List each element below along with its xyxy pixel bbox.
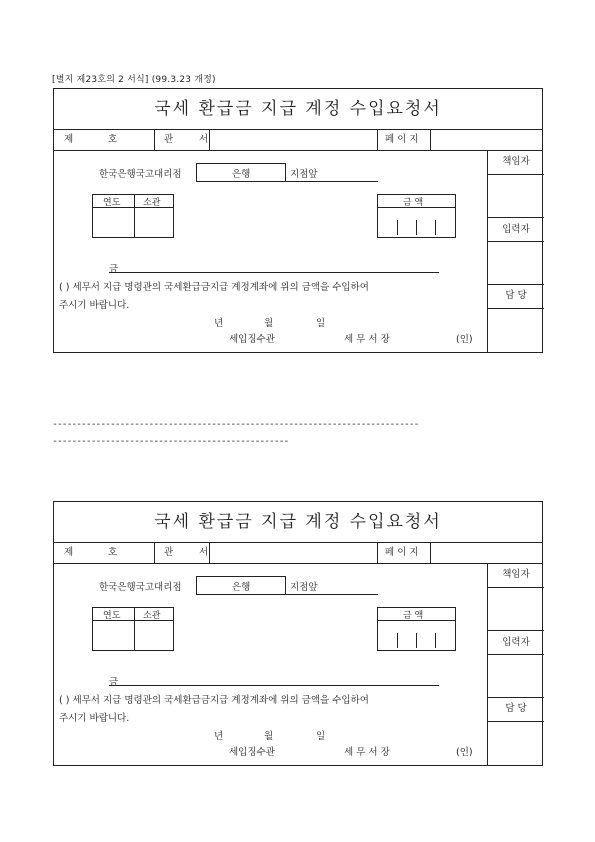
- label-gum: 금: [109, 677, 119, 688]
- year-office-table: [92, 607, 174, 651]
- divider: [209, 129, 210, 150]
- label-office: 소관: [143, 198, 161, 208]
- date-month: 월: [264, 318, 274, 329]
- form-title: 국세 환급금 지급 계정 수입요청서: [54, 502, 542, 543]
- bank-suffix: 지점앞: [290, 582, 318, 593]
- label-charge: 담 당: [488, 284, 544, 309]
- approval-column: [487, 563, 544, 766]
- date-year: 년: [214, 731, 224, 742]
- label-responsible: 책임자: [488, 563, 544, 588]
- date-month: 월: [264, 731, 274, 742]
- input-sign-box: [488, 654, 544, 698]
- cut-line: ----------------------------------------------------------------------------: [52, 419, 419, 430]
- divider: [377, 542, 378, 563]
- request-text-1: ( ) 세무서 지급 명령관의 국세환급금지급 계정계좌에 위의 금액을 수입하여: [59, 695, 369, 706]
- amount-table: [377, 194, 456, 238]
- date-day: 일: [316, 731, 326, 742]
- label-je: 제: [64, 547, 74, 558]
- divider: [377, 129, 378, 150]
- label-gwan: 관: [164, 547, 174, 558]
- label-charge: 담 당: [488, 697, 544, 722]
- bank-underline: [196, 181, 378, 182]
- collector-title: 세입징수관: [229, 334, 275, 345]
- bank-underline: [196, 594, 378, 595]
- cut-line: -------------------------------------------------: [52, 436, 289, 447]
- bank-name: 은행: [232, 582, 251, 593]
- collector-title: 세입징수관: [229, 747, 275, 758]
- label-responsible: 책임자: [488, 150, 544, 175]
- form-header: [별지 제23호의 2 서식] (99.3.23 개정): [52, 75, 216, 85]
- info-row: [54, 542, 542, 564]
- label-year: 연도: [103, 611, 121, 621]
- label-gwan: 관: [164, 134, 174, 145]
- divider: [154, 129, 155, 150]
- bank-name: 은행: [232, 169, 251, 180]
- amount-line: [109, 685, 439, 686]
- info-row: [54, 129, 542, 151]
- label-seo: 서: [199, 547, 209, 558]
- form-1: [53, 88, 543, 353]
- label-year: 연도: [103, 198, 121, 208]
- request-text-1: ( ) 세무서 지급 명령관의 국세환급금지급 계정계좌에 위의 금액을 수입하여: [59, 282, 369, 293]
- label-ho: 호: [108, 134, 118, 145]
- amount-line: [109, 272, 439, 273]
- label-page: 페 이 지: [385, 547, 419, 558]
- date-year: 년: [214, 318, 224, 329]
- divider: [430, 542, 431, 563]
- label-input: 입력자: [488, 630, 544, 655]
- label-ho: 호: [108, 547, 118, 558]
- chief-title: 세 무 서 장: [344, 334, 390, 345]
- label-gum: 금: [109, 264, 119, 275]
- label-input: 입력자: [488, 217, 544, 242]
- divider: [430, 129, 431, 150]
- label-seo: 서: [199, 134, 209, 145]
- label-page: 페 이 지: [385, 134, 419, 145]
- responsible-sign-box: [488, 587, 544, 631]
- input-sign-box: [488, 241, 544, 285]
- approval-column: [487, 150, 544, 353]
- label-office: 소관: [143, 611, 161, 621]
- label-je: 제: [64, 134, 74, 145]
- bank-suffix: 지점앞: [290, 169, 318, 180]
- request-text-2: 주시기 바랍니다.: [59, 713, 130, 724]
- form-2: [53, 501, 543, 766]
- request-text-2: 주시기 바랍니다.: [59, 300, 130, 311]
- form-title: 국세 환급금 지급 계정 수입요청서: [54, 89, 542, 130]
- amount-table: [377, 607, 456, 651]
- bank-prefix: 한국은행국고대리점: [99, 582, 182, 593]
- divider: [209, 542, 210, 563]
- bank-prefix: 한국은행국고대리점: [99, 169, 182, 180]
- divider: [154, 542, 155, 563]
- seal-mark: (인): [456, 747, 473, 758]
- responsible-sign-box: [488, 174, 544, 218]
- chief-title: 세 무 서 장: [344, 747, 390, 758]
- label-amount: 금 액: [403, 611, 424, 621]
- year-office-table: [92, 194, 174, 238]
- seal-mark: (인): [456, 334, 473, 345]
- date-day: 일: [316, 318, 326, 329]
- label-amount: 금 액: [403, 198, 424, 208]
